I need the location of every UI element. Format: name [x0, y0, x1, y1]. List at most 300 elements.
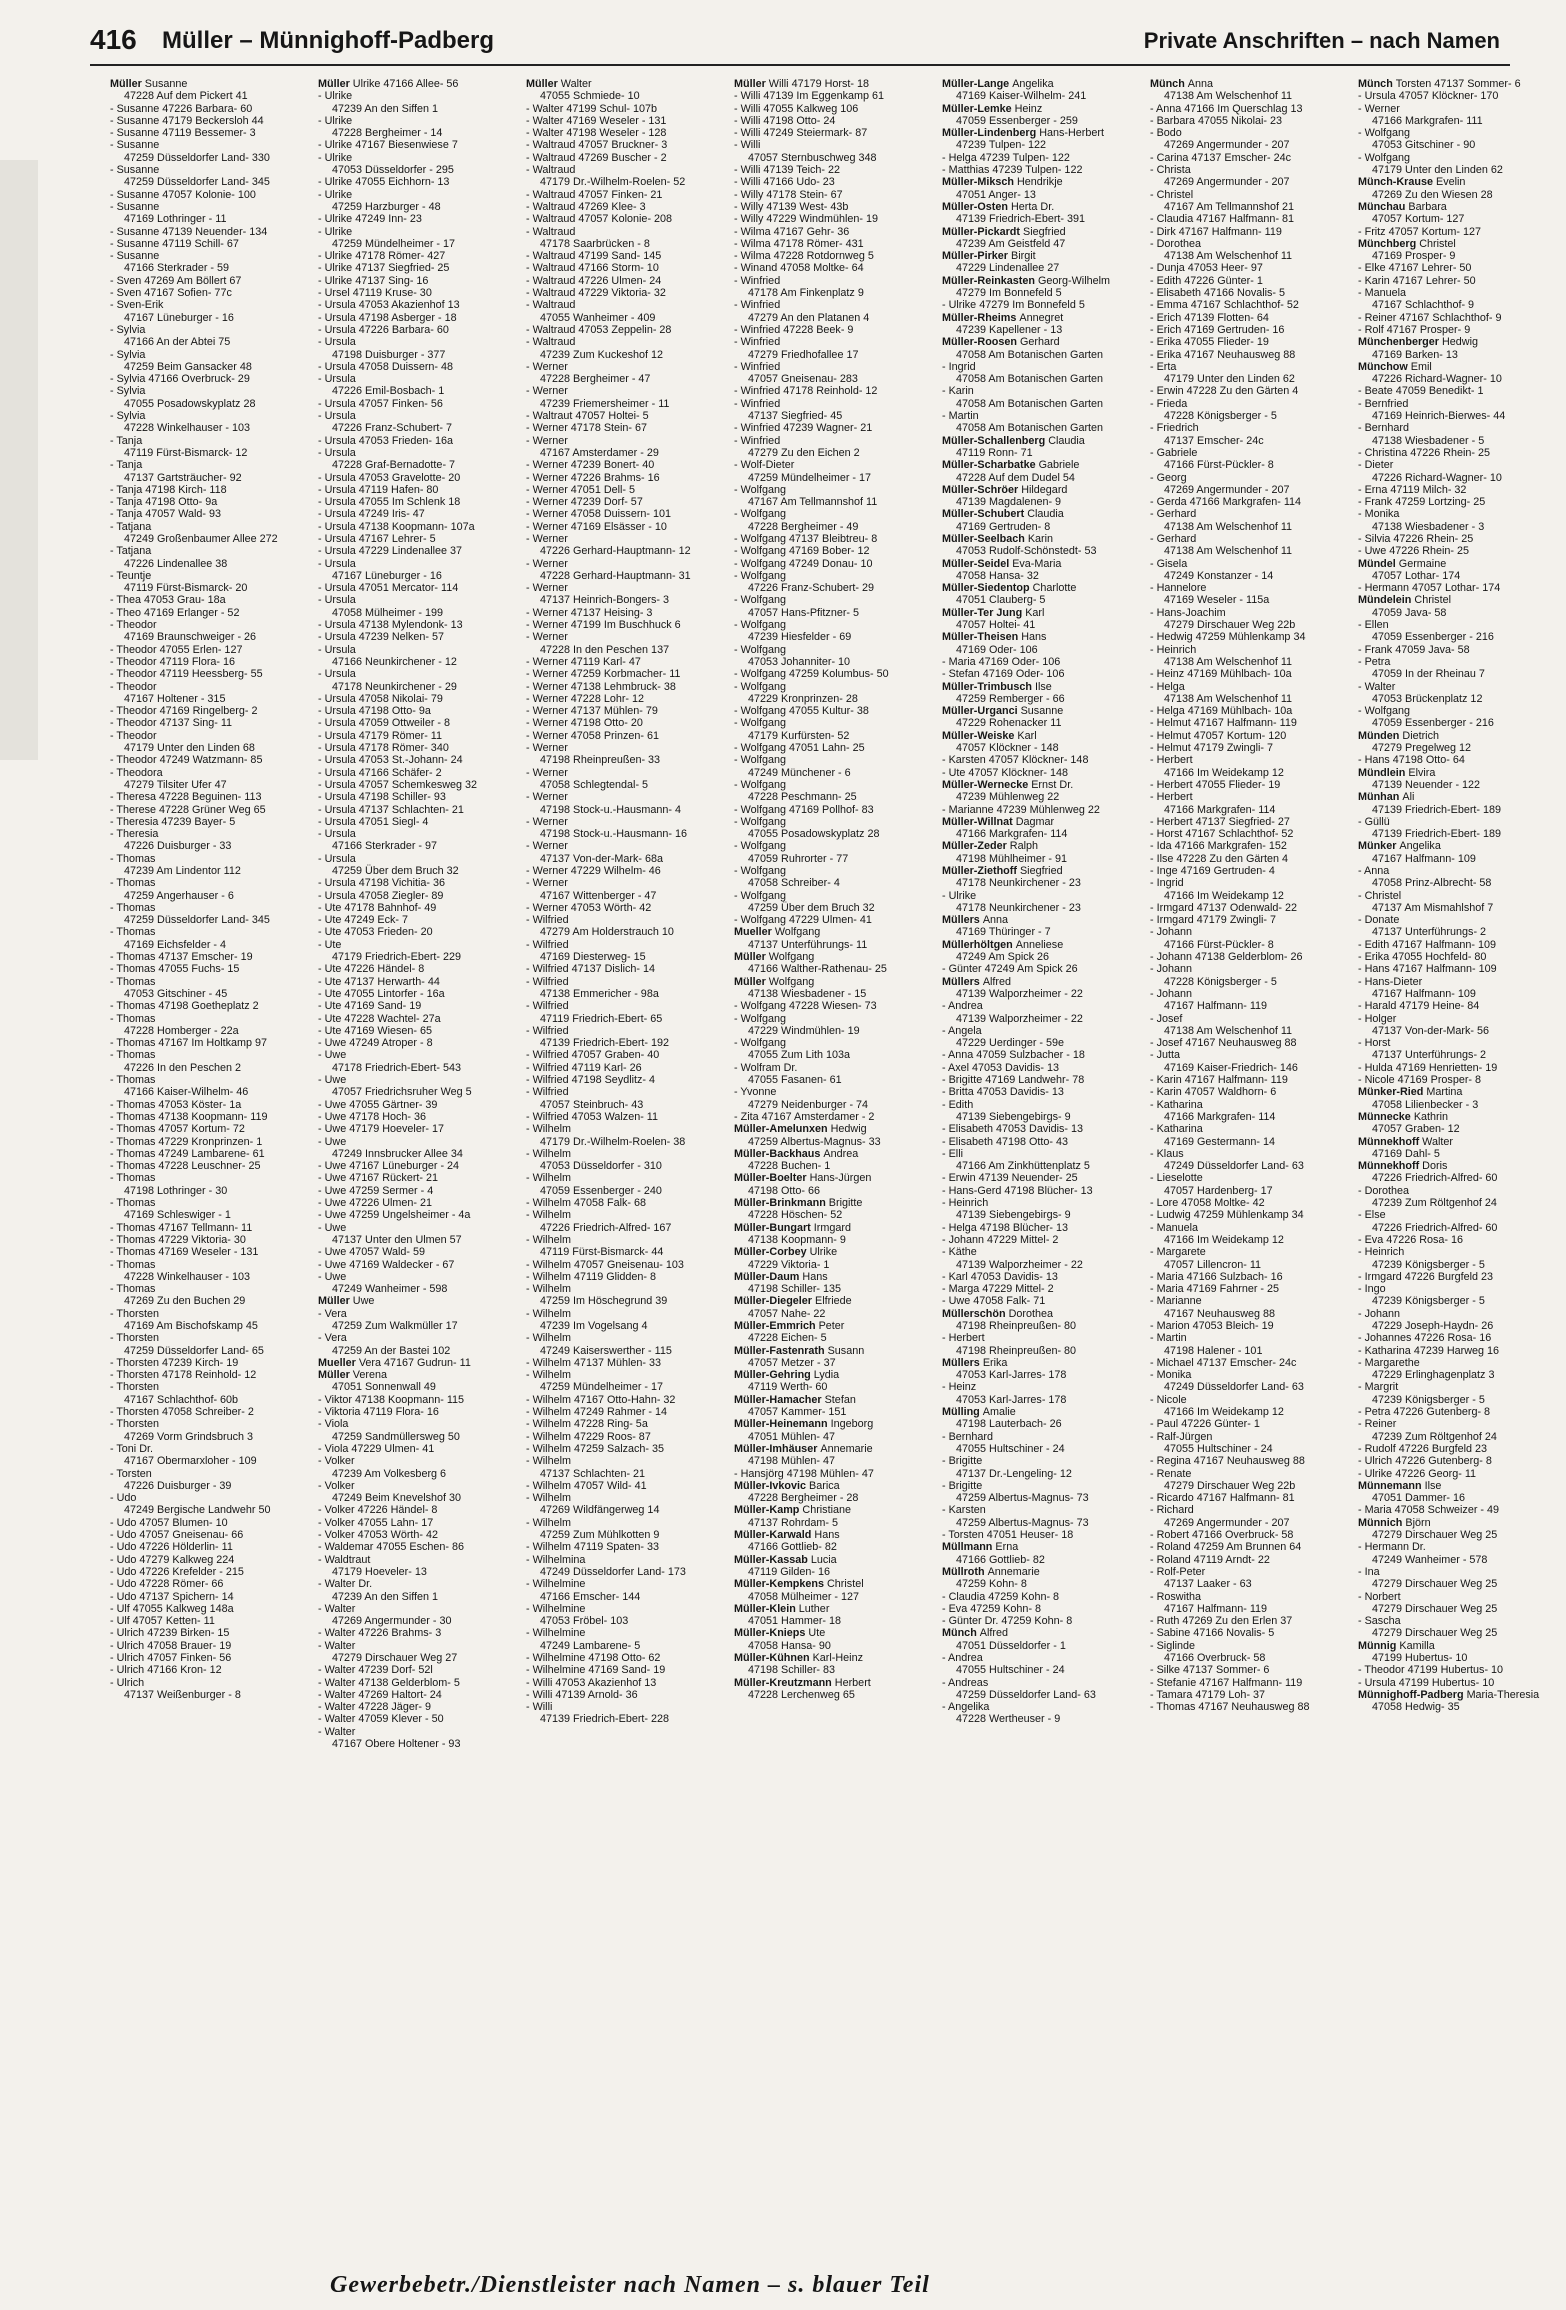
entry-name: - Wolfgang 47259 Kolumbus- 50 — [734, 668, 889, 681]
entry-name: - Walter 47138 Gelderblom- 5 — [318, 1676, 460, 1689]
directory-entry — [526, 656, 734, 668]
directory-entry — [1358, 1517, 1566, 1542]
entry-surname: Mündlein — [1358, 766, 1406, 779]
entry-name: Lucia — [810, 1553, 837, 1566]
entry-name: - Josef 47167 Neuhausweg 88 — [1150, 1037, 1297, 1050]
directory-entry — [318, 1000, 526, 1012]
directory-entry — [318, 693, 526, 705]
directory-entry — [318, 1013, 526, 1025]
directory-entry — [734, 754, 942, 779]
directory-entry — [1150, 1591, 1358, 1616]
entry-address: 47259 Beim Gansacker 48 — [124, 360, 252, 373]
directory-entry — [734, 717, 942, 742]
entry-name: - Günter 47249 Am Spick 26 — [942, 963, 1078, 976]
entry-address: 47239 Zum Kuckeshof 12 — [540, 348, 664, 361]
entry-name: - Winand 47058 Moltke- 64 — [734, 262, 864, 275]
entry-address: 47138 Am Welschenhof 11 — [1164, 545, 1293, 558]
directory-entry — [1358, 1062, 1566, 1074]
entry-name: - Willi 47053 Akazienhof 13 — [526, 1676, 657, 1689]
entry-name: - Karin 47167 Halfmann- 119 — [1150, 1074, 1288, 1087]
directory-entry — [110, 1554, 318, 1566]
entry-name: - Nicole — [1150, 1393, 1187, 1406]
directory-entry — [526, 963, 734, 975]
directory-entry — [734, 508, 942, 533]
entry-name: - Wilhelm 47167 Otto-Hahn- 32 — [526, 1393, 676, 1406]
directory-entry — [318, 1418, 526, 1443]
entry-address: 47167 Am Tellmannshof 11 — [748, 496, 878, 509]
entry-address: 47167 Schlachthof- 60b — [124, 1393, 239, 1406]
directory-entry — [110, 1123, 318, 1135]
directory-entry — [110, 976, 318, 1001]
entry-name: - Irmgard 47137 Odenwald- 22 — [1150, 901, 1298, 914]
directory-entry — [1358, 103, 1566, 128]
entry-name: - Karin 47167 Lehrer- 50 — [1358, 274, 1476, 287]
directory-entry — [1150, 840, 1358, 852]
entry-address: 47139 Neuender - 122 — [1372, 778, 1481, 791]
directory-entry — [526, 607, 734, 619]
directory-entry — [1358, 1504, 1566, 1516]
entry-name: - Werner 47119 Karl- 47 — [526, 655, 641, 668]
entry-name: - Willy 47178 Stein- 67 — [734, 188, 843, 201]
entry-address: 47167 Schlachthof- 9 — [1372, 299, 1475, 312]
entry-name: - Wolf-Dieter — [734, 459, 795, 472]
entry-address: 47259 Im Höschegrund 39 — [540, 1295, 668, 1308]
entry-name: - Ulrich — [110, 1676, 145, 1689]
directory-entry — [942, 1123, 1150, 1135]
entry-address: 47239 Zum Röltgenhof 24 — [1372, 1430, 1497, 1443]
entry-address: 47269 Angermunder - 30 — [332, 1615, 452, 1628]
directory-column — [1358, 78, 1566, 2228]
directory-entry — [110, 1136, 318, 1148]
entry-address: 47055 Wanheimer - 409 — [540, 311, 656, 324]
directory-entry — [110, 1246, 318, 1258]
entry-name: - Thomas 47053 Köster- 1a — [110, 1098, 242, 1111]
entry-name: - Susanne 47179 Beckersloh 44 — [110, 114, 264, 127]
entry-surname: Müller-Zeder — [942, 840, 1007, 853]
directory-entry — [734, 226, 942, 238]
entry-name: - Waltraud — [526, 299, 576, 312]
entry-name: - Winfried 47228 Beek- 9 — [734, 323, 854, 336]
entry-name: - Wilfried 47057 Graben- 40 — [526, 1049, 660, 1062]
directory-entry — [110, 1259, 318, 1284]
entry-name: - Thorsten 47239 Kirch- 19 — [110, 1356, 239, 1369]
entry-address: 47259 Albertus-Magnus- 73 — [956, 1516, 1089, 1529]
directory-entry — [110, 853, 318, 878]
entry-address: 47166 Im Weidekamp 12 — [1164, 1406, 1284, 1419]
directory-entry — [110, 1517, 318, 1529]
directory-entry — [942, 385, 1150, 410]
entry-name: - Zita 47167 Amsterdamer - 2 — [734, 1110, 875, 1123]
entry-address: 47279 Am Holderstrauch 10 — [540, 926, 674, 939]
directory-entry — [110, 238, 318, 250]
entry-name: Siegfried — [1023, 225, 1066, 238]
entry-name: - Bernhard — [942, 1430, 994, 1443]
entry-address: 47166 Im Weidekamp 12 — [1164, 766, 1284, 779]
entry-name: - Wilfried — [526, 938, 569, 951]
entry-name: - Helmut 47057 Kortum- 120 — [1150, 729, 1287, 742]
entry-name: - Wolfgang — [1358, 705, 1411, 718]
directory-entry — [942, 275, 1150, 300]
entry-name: - Tatjana — [110, 520, 152, 533]
entry-surname: Müller-Imhäuser — [734, 1442, 818, 1455]
entry-name: - Ulrich 47239 Birken- 15 — [110, 1627, 230, 1640]
directory-entry — [526, 1259, 734, 1271]
entry-address: 47279 Dirschauer Weg 25 — [1372, 1627, 1498, 1640]
directory-entry — [526, 1480, 734, 1492]
entry-address: 47226 Gerhard-Hauptmann- 12 — [540, 545, 691, 558]
entry-name: - Ursula — [318, 643, 356, 656]
entry-name: - Wilfried 47137 Dislich- 14 — [526, 963, 656, 976]
entry-name: - Heinz — [942, 1381, 977, 1394]
entry-name: - Ute 47137 Herwarth- 44 — [318, 975, 440, 988]
entry-surname: Müller-Ter Jung — [942, 606, 1023, 619]
directory-entry — [318, 361, 526, 373]
directory-entry — [318, 1136, 526, 1161]
directory-entry — [526, 582, 734, 607]
directory-entry — [318, 988, 526, 1000]
directory-entry — [526, 152, 734, 164]
entry-address: 47137 Unterführungs- 2 — [1372, 926, 1487, 939]
directory-entry — [526, 1209, 734, 1234]
directory-entry — [526, 705, 734, 717]
directory-entry — [526, 521, 734, 533]
entry-name: - Susanne 47139 Neuender- 134 — [110, 225, 268, 238]
directory-entry — [526, 496, 734, 508]
entry-name: - Uwe — [318, 1135, 347, 1148]
directory-entry — [110, 1099, 318, 1111]
entry-name: - Elli — [942, 1147, 963, 1160]
entry-name: - Willi — [734, 139, 761, 152]
entry-name: - Thomas — [110, 1197, 156, 1210]
directory-entry — [1358, 447, 1566, 459]
entry-address: 47228 Lerchenweg 65 — [748, 1688, 855, 1701]
entry-name: Vera 47167 Gudrun- 11 — [358, 1356, 471, 1369]
directory-entry — [318, 435, 526, 447]
entry-address: 47055 Schmiede- 10 — [540, 90, 640, 103]
entry-name: - Thomas — [110, 1283, 156, 1296]
entry-address: 47169 Barken- 13 — [1372, 348, 1458, 361]
entry-address: 47226 Duisburger - 39 — [124, 1479, 232, 1492]
entry-address: 47058 Am Botanischen Garten — [956, 348, 1104, 361]
entry-name: Anneliese — [1015, 938, 1064, 951]
entry-name: - Wolfgang — [734, 840, 787, 853]
directory-entry — [942, 435, 1150, 460]
directory-entry — [1150, 1615, 1358, 1627]
directory-entry — [110, 287, 318, 299]
entry-address: 47239 Am Lindentor 112 — [124, 865, 241, 877]
entry-name: - Vera — [318, 1332, 347, 1345]
entry-address: 47226 Lindenallee 38 — [124, 557, 228, 570]
entry-address: 47057 Lothar- 174 — [1372, 569, 1461, 582]
directory-entry — [318, 779, 526, 791]
entry-name: - Willi 47166 Udo- 23 — [734, 176, 835, 189]
entry-name: - Ulrike — [318, 225, 353, 238]
entry-name: - Ursula — [318, 336, 356, 349]
directory-entry — [110, 435, 318, 460]
directory-columns — [110, 78, 1540, 2228]
entry-name: - Werner 47178 Stein- 67 — [526, 422, 648, 435]
entry-name: - Werner 47228 Lohr- 12 — [526, 692, 645, 705]
entry-surname: Münchow — [1358, 360, 1408, 373]
entry-name: - Hansjörg 47198 Mühlen- 47 — [734, 1467, 874, 1480]
directory-entry — [734, 1062, 942, 1087]
directory-entry — [318, 90, 526, 115]
entry-address: 47137 Laaker - 63 — [1164, 1578, 1252, 1591]
entry-address: 47137 Emscher- 24c — [1164, 434, 1264, 447]
entry-name: Eva-Maria — [1012, 557, 1062, 570]
entry-surname: Müller-Pirker — [942, 250, 1009, 263]
directory-entry — [734, 459, 942, 484]
entry-name: - Ulrich 47166 Kron- 12 — [110, 1664, 222, 1677]
directory-entry — [110, 705, 318, 717]
directory-entry — [734, 804, 942, 816]
entry-address: 47178 Am Finkenplatz 9 — [748, 287, 864, 300]
entry-name: - Herbert — [1150, 754, 1193, 767]
entry-name: - Walter 47226 Brahms- 3 — [318, 1627, 442, 1640]
entry-name: - Tanja 47198 Kirch- 118 — [110, 483, 227, 496]
entry-name: - Ursula 47239 Nelken- 57 — [318, 631, 445, 644]
directory-entry — [318, 1271, 526, 1296]
entry-name: - Werner — [526, 877, 568, 890]
directory-entry — [318, 644, 526, 669]
entry-address: 47138 Am Welschenhof 11 — [1164, 655, 1293, 668]
directory-entry — [1358, 312, 1566, 324]
directory-entry — [734, 1000, 942, 1012]
directory-entry — [110, 1615, 318, 1627]
entry-name: - Sylvia — [110, 410, 146, 423]
entry-name: - Erna 47119 Milch- 32 — [1358, 483, 1467, 496]
directory-entry — [526, 914, 734, 939]
entry-name: - Beate 47059 Benedikt- 1 — [1358, 385, 1484, 398]
directory-entry — [318, 853, 526, 878]
entry-name: - Thomas — [110, 901, 156, 914]
entry-name: - Stefan 47169 Oder- 106 — [942, 668, 1065, 681]
entry-name: - Gerhard — [1150, 508, 1197, 521]
entry-address: 47226 Franz-Schubert- 7 — [332, 422, 453, 435]
directory-entry — [318, 1726, 526, 1751]
directory-entry — [942, 1431, 1150, 1456]
entry-address: 47259 Zum Walkmüller 17 — [332, 1319, 458, 1332]
entry-name: - Ursula 47198 Schiller- 93 — [318, 791, 446, 804]
entry-name: - Ursula 47057 Finken- 56 — [318, 397, 443, 410]
directory-entry — [1150, 349, 1358, 361]
directory-entry — [1358, 1615, 1566, 1640]
directory-entry — [318, 410, 526, 435]
directory-entry — [318, 1443, 526, 1455]
directory-entry — [1150, 1566, 1358, 1591]
entry-name: - Theodor 47137 Sing- 11 — [110, 717, 233, 730]
entry-address: 47166 Im Weidekamp 12 — [1164, 889, 1284, 902]
entry-address: 47229 Uerdinger - 59e — [956, 1037, 1065, 1050]
entry-name: - Wolfgang 47137 Bleibtreu- 8 — [734, 532, 878, 545]
directory-entry — [318, 213, 526, 225]
entry-name: Evelin — [1436, 176, 1466, 189]
directory-entry — [1358, 1566, 1566, 1591]
entry-address: 47166 Am Zinkhüttenplatz 5 — [956, 1160, 1090, 1173]
directory-entry — [734, 1222, 942, 1247]
entry-name: - Johann — [1358, 1307, 1401, 1320]
directory-entry — [110, 164, 318, 189]
entry-surname: Münch-Krause — [1358, 176, 1433, 189]
directory-entry — [110, 1418, 318, 1443]
entry-name: - Walter 47239 Dorf- 52l — [318, 1664, 433, 1677]
entry-name: - Ingrid — [1150, 877, 1184, 890]
directory-entry — [942, 865, 1150, 890]
entry-name: Ulrike 47166 Allee- 56 — [352, 78, 459, 90]
directory-entry — [110, 1013, 318, 1038]
directory-entry — [1150, 422, 1358, 447]
entry-name: - Ulrike 47279 Im Bonnefeld 5 — [942, 299, 1085, 312]
entry-address: 47139 Magdalenen- 9 — [956, 496, 1062, 509]
entry-name: - Uwe 47179 Hoeveler- 17 — [318, 1123, 445, 1136]
entry-name: - Walter — [318, 1639, 356, 1652]
entry-address: 47269 Wildfängerweg 14 — [540, 1504, 660, 1517]
entry-address: 47259 An der Bastei 102 — [332, 1344, 451, 1357]
directory-entry — [734, 139, 942, 164]
directory-entry — [1358, 1185, 1566, 1210]
entry-name: - Tanja — [110, 434, 143, 447]
directory-entry — [318, 324, 526, 336]
directory-entry — [942, 1197, 1150, 1222]
entry-address: 47179 Hoeveler- 13 — [332, 1565, 427, 1578]
entry-address: 47259 Düsseldorfer Land- 345 — [124, 914, 270, 927]
directory-entry — [1150, 472, 1358, 497]
entry-name: Torsten 47137 Sommer- 6 — [1395, 78, 1521, 90]
directory-entry — [110, 226, 318, 238]
directory-entry — [526, 1541, 734, 1553]
directory-entry — [318, 1713, 526, 1725]
directory-entry — [734, 1504, 942, 1529]
directory-entry — [942, 127, 1150, 152]
entry-name: Wolfgang — [768, 975, 815, 988]
directory-entry — [1150, 1246, 1358, 1271]
directory-entry — [734, 1578, 942, 1603]
entry-surname: Münnemann — [1358, 1479, 1422, 1492]
directory-entry — [1150, 1148, 1358, 1173]
entry-surname: Müller — [734, 975, 766, 988]
entry-name: Dietrich — [1402, 729, 1439, 742]
entry-address: 47178 Neunkirchener - 23 — [956, 877, 1081, 890]
entry-name: - Gabriele — [1150, 446, 1198, 459]
directory-entry — [1358, 840, 1566, 865]
entry-name: - Christel — [1150, 188, 1194, 201]
entry-name: - Sylvia — [110, 323, 146, 336]
entry-name: - Ida 47166 Markgrafen- 152 — [1150, 840, 1287, 853]
entry-surname: Müller-Miksch — [942, 176, 1014, 189]
entry-name: - Ulrich 47057 Finken- 56 — [110, 1652, 232, 1664]
entry-name: - Theodor 47199 Hubertus- 10 — [1358, 1664, 1504, 1677]
entry-surname: Müller-Lindenberg — [942, 127, 1037, 140]
entry-name: - Therese 47228 Grüner Weg 65 — [110, 803, 266, 816]
entry-name: Christel — [1419, 237, 1456, 250]
directory-entry — [1358, 262, 1566, 274]
entry-name: Karl-Heinz — [812, 1652, 863, 1664]
entry-address: 47228 Königsberger - 5 — [1164, 410, 1277, 423]
directory-entry — [318, 262, 526, 274]
entry-address: 47228 Bergheimer - 49 — [748, 520, 859, 533]
directory-entry — [526, 164, 734, 189]
entry-name: - Wilhelm 47259 Salzach- 35 — [526, 1442, 665, 1455]
directory-entry — [1358, 287, 1566, 312]
entry-name: - Paul 47226 Günter- 1 — [1150, 1418, 1260, 1431]
directory-entry — [110, 1468, 318, 1493]
entry-name: Walter — [1422, 1135, 1453, 1148]
directory-entry — [942, 1677, 1150, 1702]
entry-name: - Thomas 47198 Goetheplatz 2 — [110, 1000, 259, 1013]
entry-name: - Ute 47055 Lintorfer - 16a — [318, 987, 445, 1000]
entry-address: 47259 Zum Mühlkotten 9 — [540, 1529, 660, 1542]
entry-address: 47139 Walporzheimer - 22 — [956, 1258, 1083, 1271]
entry-name: - Johann 47138 Gelderblom- 26 — [1150, 951, 1303, 964]
directory-entry — [734, 1111, 942, 1123]
entry-name: - Uwe 47169 Waldecker - 67 — [318, 1258, 455, 1271]
directory-entry — [942, 767, 1150, 779]
entry-name: Ilse — [1035, 680, 1052, 693]
directory-entry — [1358, 582, 1566, 594]
entry-surname: Müller — [110, 78, 142, 90]
entry-address: 47249 Innsbrucker Allee 34 — [332, 1147, 463, 1160]
entry-address: 47166 Walther-Rathenau- 25 — [748, 963, 887, 976]
directory-entry — [526, 1431, 734, 1443]
directory-entry — [942, 1074, 1150, 1086]
entry-name: - Torsten — [110, 1467, 152, 1480]
entry-name: - Uwe 47178 Hoch- 36 — [318, 1110, 427, 1123]
entry-address: 47259 Düsseldorfer Land- 345 — [124, 176, 270, 189]
directory-entry — [110, 1677, 318, 1702]
directory-entry — [1150, 287, 1358, 299]
directory-entry — [942, 1246, 1150, 1271]
entry-name: - Ina — [1358, 1565, 1380, 1578]
directory-entry — [734, 299, 942, 324]
entry-name: - Ingo — [1358, 1283, 1386, 1296]
entry-name: - Ulrike 47249 Inn- 23 — [318, 213, 422, 226]
entry-name: - Volker — [318, 1455, 355, 1468]
directory-entry — [1358, 1418, 1566, 1443]
directory-entry — [526, 1664, 734, 1676]
directory-entry — [318, 115, 526, 140]
entry-address: 47051 Mühlen- 47 — [748, 1430, 836, 1443]
directory-entry — [1150, 1209, 1358, 1221]
entry-name: - Hedwig 47259 Mühlenkamp 34 — [1150, 631, 1306, 644]
directory-entry — [526, 1000, 734, 1025]
directory-entry — [110, 681, 318, 706]
entry-address: 47226 Richard-Wagner- 10 — [1372, 373, 1502, 386]
entry-address: 47259 Düsseldorfer Land- 65 — [124, 1344, 264, 1357]
entry-address: 47169 Dahl- 5 — [1372, 1147, 1440, 1160]
directory-entry — [1150, 115, 1358, 127]
entry-address: 47138 Am Welschenhof 11 — [1164, 1024, 1293, 1037]
directory-entry — [942, 533, 1150, 558]
entry-name: - Erwin 47228 Zu den Gärten 4 — [1150, 385, 1299, 398]
directory-entry — [942, 1357, 1150, 1382]
entry-name: - Ulrike — [318, 90, 353, 103]
page-number: 416 — [90, 24, 137, 55]
directory-entry — [942, 1566, 1150, 1591]
directory-entry — [734, 201, 942, 213]
directory-entry — [526, 1443, 734, 1455]
directory-entry — [1358, 176, 1566, 201]
entry-name: - Winfried 47239 Wagner- 21 — [734, 422, 873, 435]
directory-entry — [110, 1283, 318, 1308]
entry-address: 47055 Posadowskyplatz 28 — [748, 828, 880, 841]
directory-entry — [1150, 189, 1358, 214]
entry-name: - Ursula 47053 Frieden- 16a — [318, 434, 454, 447]
entry-name: - Uwe 47167 Lüneburger - 24 — [318, 1160, 460, 1173]
entry-name: - Winfried — [734, 299, 781, 312]
directory-entry — [318, 1332, 526, 1357]
entry-surname: Münchberg — [1358, 237, 1417, 250]
entry-name: - Udo 47057 Blumen- 10 — [110, 1516, 228, 1529]
